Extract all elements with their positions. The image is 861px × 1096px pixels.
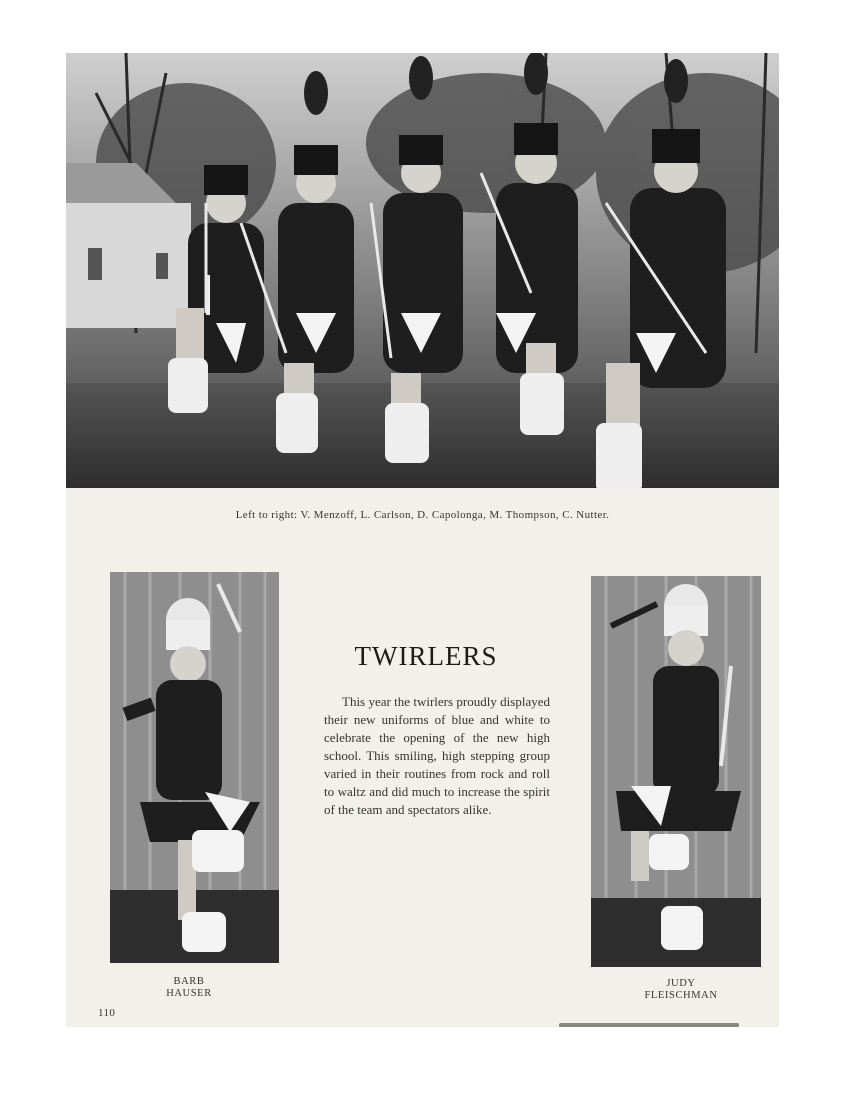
portrait-left: [110, 572, 279, 963]
first-name: JUDY: [666, 978, 696, 989]
last-name: HAUSER: [166, 988, 212, 999]
body-paragraph: This year the twirlers proudly displayed their new uniforms of blue and white to celebrate the opening of the new high school. This smiling, high stepping group varied in their routines from rock and roll to waltz and did much to increase the spirit of the team and spectators alike.: [324, 694, 550, 817]
portrait-name-right: [621, 978, 741, 1002]
last-name: FLEISCHMAN: [644, 990, 718, 1001]
first-name: BARB: [173, 976, 205, 987]
page-title: TWIRLERS: [354, 641, 498, 671]
group-photo: [66, 53, 779, 488]
portrait-right: [591, 576, 761, 967]
yearbook-page: [66, 53, 779, 1027]
portrait-name-left: [144, 976, 234, 1000]
page-number: 110: [98, 1007, 116, 1019]
page-edge-tab: [559, 1023, 739, 1027]
photo-caption: Left to right: V. Menzoff, L. Carlson, D. Capolonga, M. Thompson, C. Nutter.: [235, 509, 610, 521]
